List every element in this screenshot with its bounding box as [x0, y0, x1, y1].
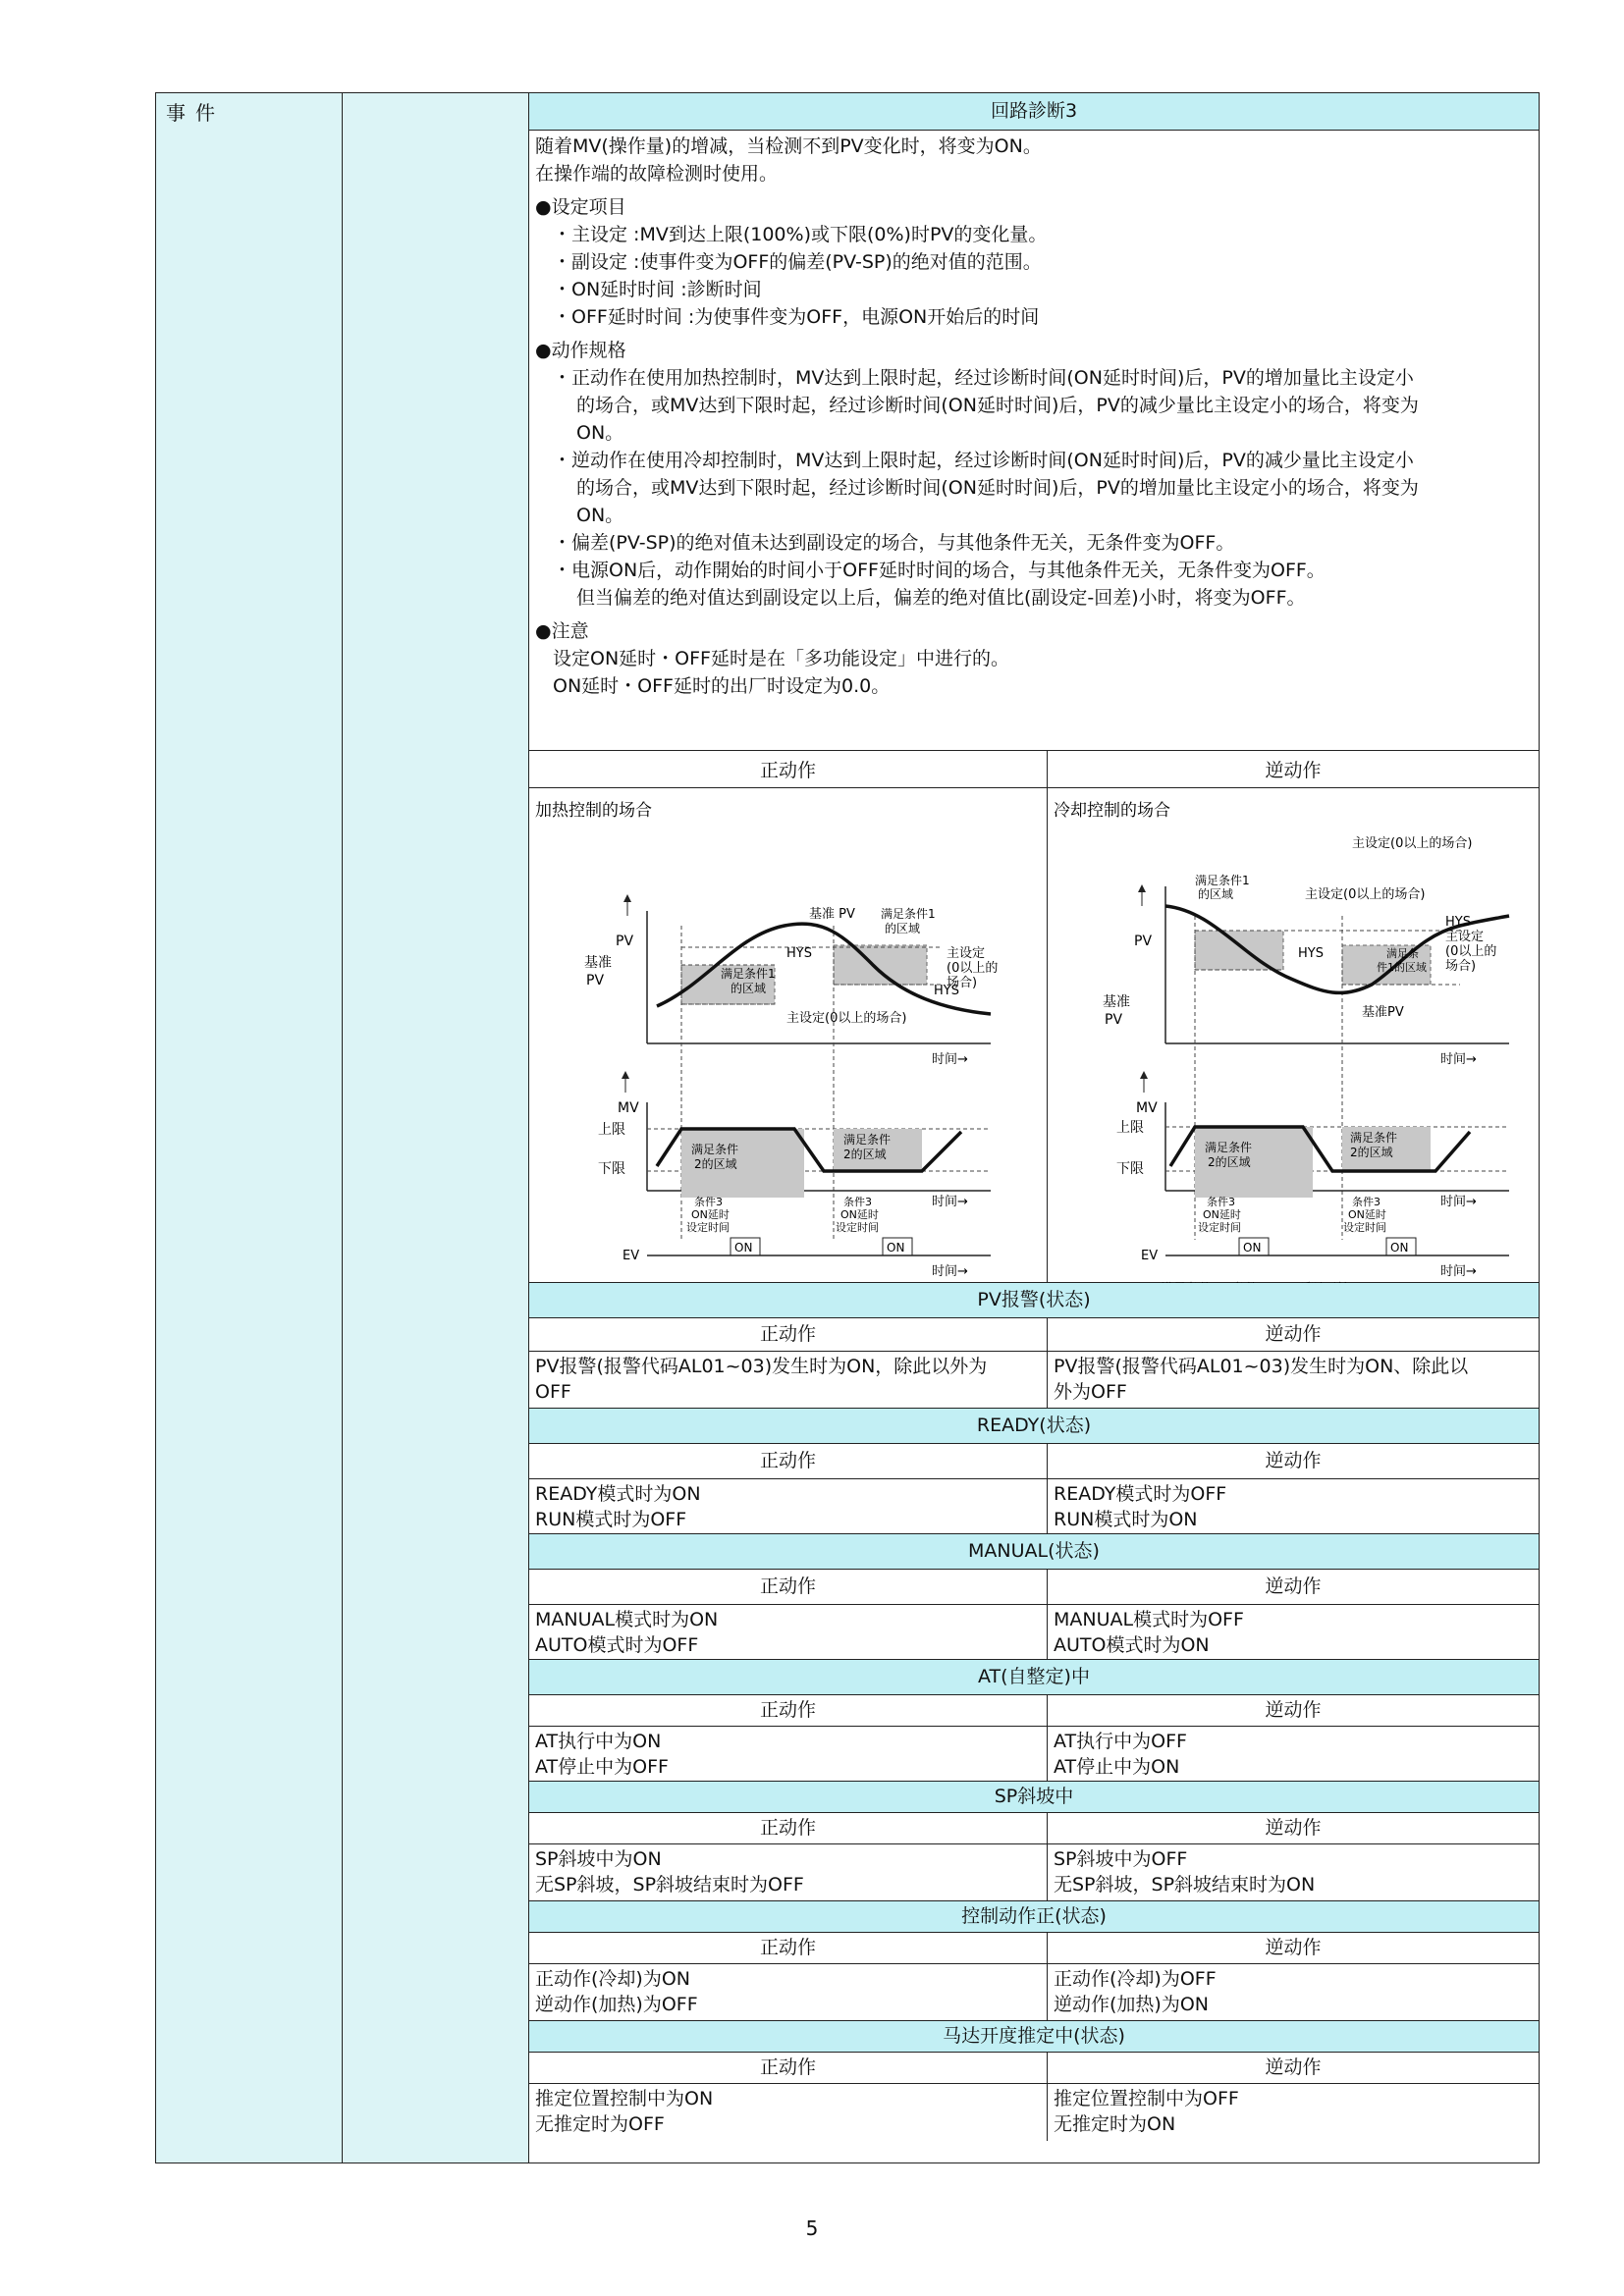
forward-description	[529, 1352, 1048, 1408]
desc-line: 在操作端的故障检测时使用。	[535, 163, 779, 185]
reverse-line: AUTO模式时为ON	[1054, 1634, 1210, 1656]
main-set-label: (0以上的	[1445, 944, 1497, 959]
spec-item: ・正动作在使用加热控制时，MV达到上限时起，经过诊断时间(ON延时时间)后，PV的增加量比主设定小	[553, 367, 1414, 389]
lower-label: 下限	[1116, 1161, 1144, 1177]
on-label: ON	[734, 1241, 753, 1255]
cond3-label: ON延时	[1203, 1208, 1241, 1221]
reverse-line: MANUAL模式时为OFF	[1054, 1609, 1244, 1630]
loop-col-header	[529, 751, 1539, 788]
section-title: 控制动作正(状态)	[961, 1905, 1107, 1927]
section-title: AT(自整定)中	[978, 1666, 1090, 1687]
cond3-label: 设定时间	[1198, 1221, 1241, 1234]
on-label: ON	[887, 1241, 905, 1255]
base-pv-label: 基准	[1103, 994, 1130, 1010]
main-set-mid: 主设定(0以上的场合)	[1305, 887, 1426, 902]
cond3-label: 条件3	[694, 1196, 723, 1208]
settings-item: ・主设定 :MV到达上限(100%)或下限(0%)时PV的变化量。	[553, 224, 1048, 245]
forward-line: OFF	[535, 1381, 571, 1403]
time-label: 时间→	[1440, 1052, 1477, 1067]
forward-header: 正动作	[529, 1318, 1048, 1351]
time-label: 时间→	[1440, 1195, 1477, 1209]
forward-description	[529, 1964, 1048, 2020]
reverse-header: 逆动作	[1265, 1699, 1322, 1721]
section-col-header	[529, 1570, 1539, 1605]
cond1-label: 满足条件1	[1195, 874, 1250, 887]
cond3-label: 条件3	[1207, 1196, 1235, 1208]
category-label: 事件	[166, 101, 225, 125]
cond1-region: 件1的区域	[1377, 961, 1427, 974]
hys-label: HYS	[786, 946, 812, 961]
hys-label: HYS	[934, 984, 959, 998]
loop-title-row	[529, 93, 1539, 131]
cond3-label: 条件3	[843, 1196, 872, 1208]
loop-description	[529, 131, 1539, 751]
base-pv-bottom: 基准PV	[1362, 1005, 1404, 1020]
page-number: 5	[805, 2216, 819, 2240]
section-col-header	[529, 1318, 1539, 1352]
base-pv-label: PV	[586, 973, 605, 988]
on-label: ON	[1390, 1241, 1409, 1255]
reverse-header: 逆动作	[1265, 2056, 1322, 2078]
cond3-label: ON延时	[840, 1208, 879, 1221]
section-col-header	[529, 1813, 1539, 1844]
spec-item: ・偏差(PV-SP)的绝对值未达到副设定的场合，与其他条件无关，无条件变为OFF。	[553, 532, 1235, 554]
base-pv-label: PV	[1105, 1012, 1123, 1028]
reverse-header: 逆动作	[1265, 1323, 1322, 1345]
reverse-description	[1048, 1727, 1539, 1781]
reverse-line: AT停止中为ON	[1054, 1756, 1180, 1778]
loop-title: 回路診断3	[990, 100, 1078, 122]
spec-item: ・电源ON后，动作開始的时间小于OFF延时时间的场合，与其他条件无关，无条件变为OFF。	[553, 560, 1326, 581]
forward-line: RUN模式时为OFF	[535, 1509, 687, 1530]
cond3-label: ON延时	[1348, 1208, 1386, 1221]
forward-header: 正动作	[529, 2053, 1048, 2083]
main-set-label: 场合)	[947, 976, 978, 990]
cond2-region: 2的区域	[843, 1148, 887, 1161]
section-title-row	[529, 1660, 1539, 1695]
note-item: ON延时・OFF延时的出厂时设定为0.0。	[553, 675, 891, 697]
time-label: 时间→	[932, 1195, 968, 1209]
reverse-line: 逆动作(加热)为ON	[1054, 1994, 1209, 2015]
cooling-diagram	[1048, 788, 1539, 1283]
category-column	[156, 93, 343, 2163]
cond1-region: 满足条	[1386, 947, 1419, 960]
section-title: SP斜坡中	[994, 1786, 1074, 1807]
lower-label: 下限	[598, 1161, 625, 1177]
cond2-region: 满足条件	[691, 1143, 739, 1156]
section-body	[529, 2084, 1539, 2141]
time-label: 时间→	[1440, 1264, 1477, 1279]
section-title-row	[529, 1409, 1539, 1444]
cond2-region: 满足条件	[1205, 1141, 1253, 1154]
section-col-header	[529, 1695, 1539, 1727]
main-set-label: (0以上的	[947, 961, 999, 976]
main-set-label: 主设定	[1445, 930, 1485, 944]
section-title-row	[529, 1283, 1539, 1318]
reverse-line: 外为OFF	[1054, 1381, 1127, 1403]
reverse-line: 无推定时为ON	[1054, 2113, 1176, 2135]
spec-table	[155, 92, 1540, 2163]
time-label: 时间→	[932, 1052, 968, 1067]
reverse-description	[1048, 2084, 1539, 2141]
section-title-row	[529, 1534, 1539, 1570]
reverse-description	[1048, 1605, 1539, 1659]
forward-description	[529, 1844, 1048, 1900]
settings-heading: ●设定项目	[535, 196, 626, 218]
upper-label: 上限	[1116, 1120, 1144, 1136]
reverse-line: 推定位置控制中为OFF	[1054, 2088, 1239, 2109]
section-col-header	[529, 2053, 1539, 2084]
reverse-line: RUN模式时为ON	[1054, 1509, 1198, 1530]
forward-line: AT执行中为ON	[535, 1731, 662, 1752]
time-label: 时间→	[932, 1264, 968, 1279]
section-title: PV报警(状态)	[977, 1289, 1091, 1310]
reverse-line: PV报警(报警代码AL01~03)发生时为ON、除此以	[1054, 1356, 1469, 1377]
cond2-region: 2的区域	[1350, 1146, 1393, 1159]
forward-header: 正动作	[529, 751, 1048, 787]
reverse-header: 逆动作	[1265, 760, 1322, 781]
cond3-label: ON延时	[691, 1208, 730, 1221]
reverse-header: 逆动作	[1265, 1450, 1322, 1471]
diagram-row	[529, 788, 1539, 1283]
heating-diagram	[529, 788, 1048, 1283]
forward-header: 正动作	[529, 1695, 1048, 1726]
reverse-line: 无SP斜坡，SP斜坡结束时为ON	[1054, 1874, 1316, 1896]
reverse-header: 逆动作	[1265, 1817, 1322, 1839]
forward-description	[529, 1727, 1048, 1781]
cond2-region: 2的区域	[694, 1157, 737, 1171]
section-title-row	[529, 1901, 1539, 1933]
subcategory-column	[343, 93, 529, 2163]
reverse-header: 逆动作	[1265, 1575, 1322, 1597]
main-set-bottom: 主设定(0以上的场合)	[786, 1011, 907, 1026]
reverse-line: SP斜坡中为OFF	[1054, 1848, 1188, 1870]
hys-label: HYS	[1445, 915, 1471, 930]
forward-header: 正动作	[529, 1444, 1048, 1478]
spec-item: 但当偏差的绝对值达到副设定以上后，偏差的绝对值比(副设定-回差)小时，将变为OFF。	[576, 587, 1306, 609]
section-title: READY(状态)	[976, 1415, 1092, 1436]
forward-line: 逆动作(加热)为OFF	[535, 1994, 698, 2015]
section-body	[529, 1964, 1539, 2021]
spec-item: ON。	[576, 505, 624, 526]
cond2-region: 满足条件	[1350, 1131, 1398, 1145]
note-heading: ●注意	[535, 620, 589, 642]
base-pv-label: 基准	[584, 955, 612, 971]
content-column	[529, 93, 1539, 2163]
reverse-description	[1048, 1479, 1539, 1533]
mv-axis-label: MV	[618, 1100, 639, 1116]
cond2-region: 满足条件	[843, 1133, 892, 1147]
forward-line: MANUAL模式时为ON	[535, 1609, 719, 1630]
forward-header: 正动作	[529, 1933, 1048, 1963]
main-set-label: 场合)	[1445, 959, 1477, 974]
pv-axis-label: PV	[1134, 934, 1153, 949]
cond3-label: 设定时间	[1343, 1221, 1386, 1234]
spec-item: 的场合，或MV达到下限时起，经过诊断时间(ON延时时间)后，PV的减少量比主设定小的场合，将变为	[576, 395, 1419, 416]
section-title: MANUAL(状态)	[968, 1540, 1100, 1562]
section-body	[529, 1844, 1539, 1901]
cooling-title: 冷却控制的场合	[1054, 801, 1170, 821]
heating-title: 加热控制的场合	[535, 801, 652, 821]
top-base-pv: 基准 PV	[809, 907, 855, 922]
desc-line: 随着MV(操作量)的增减，当检测不到PV变化时，将变为ON。	[535, 135, 1042, 157]
spec-heading: ●动作规格	[535, 340, 626, 361]
reverse-header: 逆动作	[1265, 1937, 1322, 1958]
main-set-label: 主设定	[947, 946, 986, 961]
spec-item: ・逆动作在使用冷却控制时，MV达到上限时起，经过诊断时间(ON延时时间)后，PV的减少量比主设定小	[553, 450, 1414, 471]
cond2-region: 2的区域	[1208, 1155, 1251, 1169]
forward-line: 无推定时为OFF	[535, 2113, 665, 2135]
settings-item: ・OFF延时时间 :为使事件变为OFF，电源ON开始后的时间	[553, 306, 1040, 328]
ev-label: EV	[623, 1249, 640, 1263]
cond1-region: 满足条件1	[721, 967, 776, 981]
section-title-row	[529, 2021, 1539, 2053]
ev-label: EV	[1141, 1249, 1159, 1263]
settings-item: ・ON延时时间 :診断时间	[553, 279, 762, 300]
forward-line: AT停止中为OFF	[535, 1756, 669, 1778]
cond1-label: 满足条件1	[881, 907, 936, 921]
section-title: 马达开度推定中(状态)	[943, 2025, 1125, 2047]
reverse-line: 正动作(冷却)为OFF	[1054, 1968, 1217, 1990]
forward-header: 正动作	[529, 1813, 1048, 1843]
upper-label: 上限	[598, 1122, 625, 1138]
spec-item: 的场合，或MV达到下限时起，经过诊断时间(ON延时时间)后，PV的增加量比主设定小的场合，将变为	[576, 477, 1419, 499]
section-body	[529, 1605, 1539, 1660]
forward-description	[529, 1479, 1048, 1533]
section-body	[529, 1479, 1539, 1534]
forward-line: READY模式时为ON	[535, 1483, 701, 1505]
hys-label: HYS	[1298, 946, 1324, 961]
settings-item: ・副设定 :使事件变为OFF的偏差(PV-SP)的绝对值的范围。	[553, 251, 1042, 273]
reverse-description	[1048, 1352, 1539, 1408]
mv-axis-label: MV	[1136, 1100, 1158, 1116]
forward-line: SP斜坡中为ON	[535, 1848, 662, 1870]
main-set-top: 主设定(0以上的场合)	[1352, 836, 1473, 851]
forward-description	[529, 1605, 1048, 1659]
cond3-label: 条件3	[1352, 1196, 1380, 1208]
forward-description	[529, 2084, 1048, 2141]
reverse-description	[1048, 1844, 1539, 1900]
reverse-description	[1048, 1964, 1539, 2020]
heating-diagram-cell	[529, 788, 1048, 1282]
cooling-diagram-cell	[1048, 788, 1539, 1282]
spec-item: ON。	[576, 422, 624, 444]
cond1-label: 的区域	[1198, 887, 1234, 901]
forward-line: AUTO模式时为OFF	[535, 1634, 699, 1656]
reverse-line: READY模式时为OFF	[1054, 1483, 1227, 1505]
forward-header: 正动作	[529, 1570, 1048, 1604]
section-col-header	[529, 1933, 1539, 1964]
section-col-header	[529, 1444, 1539, 1479]
section-title-row	[529, 1782, 1539, 1813]
reverse-line: AT执行中为OFF	[1054, 1731, 1187, 1752]
forward-line: 正动作(冷却)为ON	[535, 1968, 690, 1990]
forward-line: 推定位置控制中为ON	[535, 2088, 714, 2109]
section-body	[529, 1727, 1539, 1782]
forward-line: 无SP斜坡，SP斜坡结束时为OFF	[535, 1874, 804, 1896]
cond1-label: 的区域	[885, 922, 921, 935]
note-item: 设定ON延时・OFF延时是在「多功能设定」中进行的。	[553, 648, 1009, 669]
on-label: ON	[1243, 1241, 1262, 1255]
section-body	[529, 1352, 1539, 1409]
pv-axis-label: PV	[616, 934, 634, 949]
forward-line: PV报警(报警代码AL01~03)发生时为ON，除此以外为	[535, 1356, 988, 1377]
cond1-region: 的区域	[731, 982, 767, 995]
cond3-label: 设定时间	[836, 1221, 879, 1234]
cond3-label: 设定时间	[686, 1221, 730, 1234]
